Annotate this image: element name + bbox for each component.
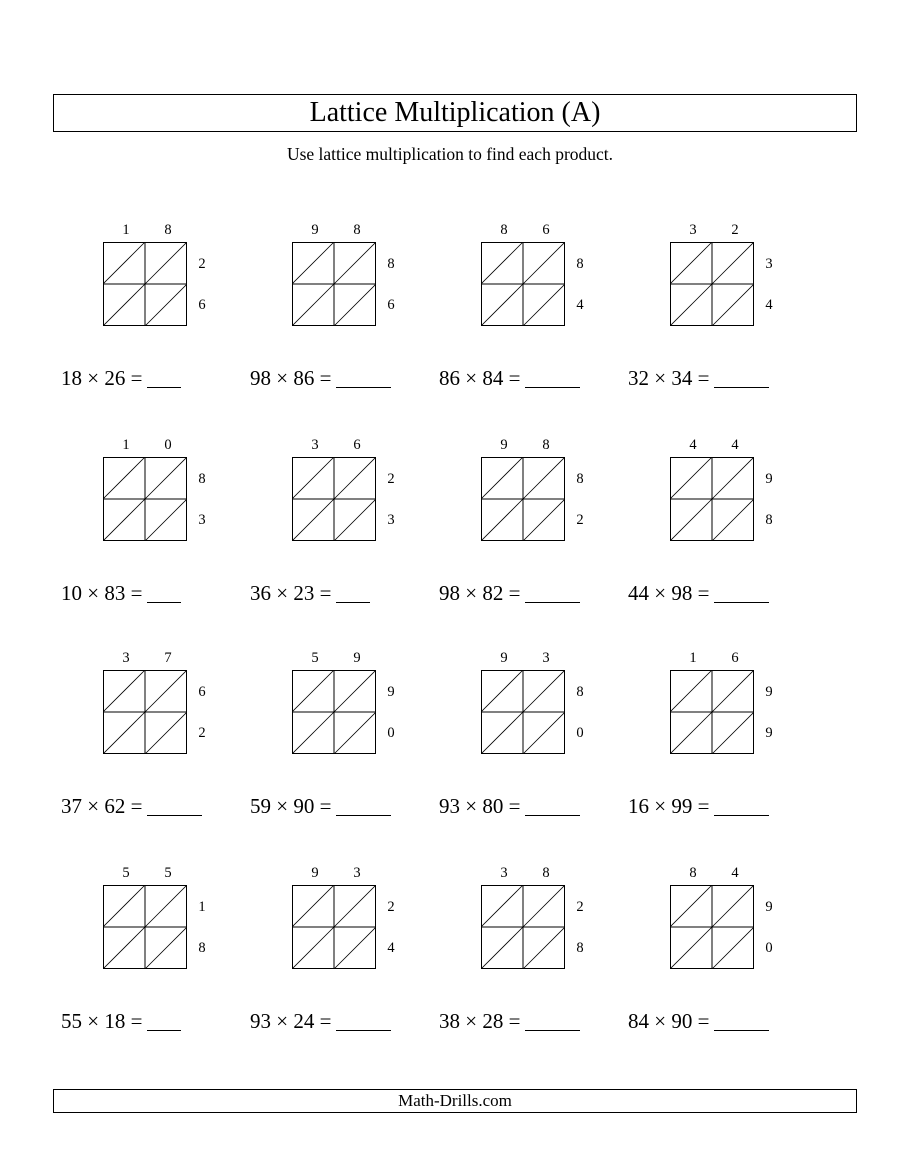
factor-a: 84: [628, 1009, 649, 1033]
lattice-grid: [103, 457, 187, 541]
times-sign: ×: [465, 1009, 478, 1033]
problem: [242, 863, 432, 1073]
top-digit-ones: 0: [164, 437, 172, 453]
side-digit-ones: 2: [198, 725, 206, 741]
equation: [61, 1009, 181, 1034]
side-digit-tens: 1: [198, 899, 206, 915]
factor-a: 98: [250, 366, 271, 390]
answer-blank[interactable]: [525, 386, 580, 388]
equation: [439, 366, 580, 391]
top-digit-ones: 7: [164, 650, 172, 666]
top-digit-tens: 3: [122, 650, 130, 666]
answer-blank[interactable]: [714, 386, 769, 388]
lattice-grid: [670, 670, 754, 754]
answer-blank[interactable]: [714, 1029, 769, 1031]
equation: [61, 366, 181, 391]
side-digit-ones: 8: [198, 940, 206, 956]
top-digit-tens: 1: [122, 437, 130, 453]
side-digit-tens: 9: [765, 899, 773, 915]
equals-sign: =: [508, 366, 521, 390]
lattice-grid: [103, 242, 187, 326]
side-digit-tens: 3: [765, 256, 773, 272]
top-digit-tens: 9: [500, 437, 508, 453]
factor-a: 38: [439, 1009, 460, 1033]
factor-a: 16: [628, 794, 649, 818]
times-sign: ×: [465, 581, 478, 605]
problem: [242, 648, 432, 858]
factor-a: 32: [628, 366, 649, 390]
side-digit-ones: 4: [765, 297, 773, 313]
times-sign: ×: [465, 366, 478, 390]
answer-blank[interactable]: [336, 386, 391, 388]
factor-a: 44: [628, 581, 649, 605]
equation: [61, 581, 181, 606]
top-digit-ones: 3: [542, 650, 550, 666]
answer-blank[interactable]: [147, 814, 202, 816]
answer-blank[interactable]: [147, 1029, 181, 1031]
side-digit-ones: 4: [576, 297, 584, 313]
factor-b: 90: [293, 794, 315, 818]
times-sign: ×: [654, 366, 667, 390]
equals-sign: =: [319, 581, 332, 605]
answer-blank[interactable]: [714, 814, 769, 816]
side-digit-ones: 0: [387, 725, 395, 741]
equation: [439, 1009, 580, 1034]
times-sign: ×: [87, 366, 100, 390]
lattice-grid: [292, 885, 376, 969]
times-sign: ×: [654, 1009, 667, 1033]
times-sign: ×: [276, 366, 289, 390]
equals-sign: =: [697, 794, 710, 818]
lattice-grid: [481, 885, 565, 969]
times-sign: ×: [276, 581, 289, 605]
factor-a: 18: [61, 366, 82, 390]
worksheet-title-box: [53, 94, 857, 132]
factor-b: 86: [293, 366, 315, 390]
equals-sign: =: [697, 581, 710, 605]
problem: [620, 863, 810, 1073]
times-sign: ×: [87, 1009, 100, 1033]
top-digit-tens: 9: [311, 865, 319, 881]
times-sign: ×: [276, 794, 289, 818]
lattice-grid: [481, 670, 565, 754]
equation: [250, 366, 391, 391]
equals-sign: =: [697, 1009, 710, 1033]
top-digit-ones: 2: [731, 222, 739, 238]
lattice-grid: [292, 242, 376, 326]
equation: [628, 366, 769, 391]
side-digit-tens: 8: [387, 256, 395, 272]
side-digit-tens: 8: [576, 684, 584, 700]
side-digit-ones: 8: [576, 940, 584, 956]
answer-blank[interactable]: [525, 1029, 580, 1031]
top-digit-ones: 6: [353, 437, 361, 453]
top-digit-tens: 5: [122, 865, 130, 881]
equals-sign: =: [130, 366, 143, 390]
top-digit-tens: 9: [311, 222, 319, 238]
equals-sign: =: [319, 794, 332, 818]
factor-b: 28: [482, 1009, 504, 1033]
problem: [620, 435, 810, 645]
equation: [439, 581, 580, 606]
answer-blank[interactable]: [714, 601, 769, 603]
factor-a: 98: [439, 581, 460, 605]
side-digit-ones: 3: [387, 512, 395, 528]
factor-a: 59: [250, 794, 271, 818]
side-digit-tens: 2: [387, 471, 395, 487]
side-digit-ones: 2: [576, 512, 584, 528]
equals-sign: =: [130, 581, 143, 605]
lattice-grid: [292, 457, 376, 541]
top-digit-ones: 8: [542, 437, 550, 453]
top-digit-tens: 8: [500, 222, 508, 238]
factor-a: 86: [439, 366, 460, 390]
factor-b: 24: [293, 1009, 315, 1033]
top-digit-tens: 1: [689, 650, 697, 666]
side-digit-tens: 8: [576, 256, 584, 272]
answer-blank[interactable]: [147, 601, 181, 603]
factor-b: 84: [482, 366, 504, 390]
side-digit-tens: 2: [387, 899, 395, 915]
factor-b: 26: [104, 366, 126, 390]
side-digit-ones: 4: [387, 940, 395, 956]
side-digit-ones: 0: [765, 940, 773, 956]
times-sign: ×: [654, 581, 667, 605]
lattice-grid: [103, 670, 187, 754]
lattice-grid: [670, 457, 754, 541]
top-digit-ones: 5: [164, 865, 172, 881]
lattice-grid: [670, 885, 754, 969]
times-sign: ×: [87, 581, 100, 605]
worksheet-title: Lattice Multiplication (A): [309, 97, 601, 128]
times-sign: ×: [465, 794, 478, 818]
equals-sign: =: [130, 1009, 143, 1033]
side-digit-tens: 8: [576, 471, 584, 487]
lattice-grid: [292, 670, 376, 754]
answer-blank[interactable]: [336, 814, 391, 816]
equation: [628, 581, 769, 606]
top-digit-tens: 3: [689, 222, 697, 238]
equals-sign: =: [508, 1009, 521, 1033]
problem: [53, 220, 243, 430]
side-digit-ones: 9: [765, 725, 773, 741]
side-digit-tens: 6: [198, 684, 206, 700]
factor-b: 34: [671, 366, 693, 390]
factor-a: 37: [61, 794, 82, 818]
top-digit-ones: 6: [731, 650, 739, 666]
equals-sign: =: [508, 581, 521, 605]
side-digit-tens: 2: [198, 256, 206, 272]
top-digit-ones: 6: [542, 222, 550, 238]
factor-b: 99: [671, 794, 693, 818]
problem: [431, 220, 621, 430]
factor-b: 98: [671, 581, 693, 605]
answer-blank[interactable]: [525, 814, 580, 816]
answer-blank[interactable]: [147, 386, 181, 388]
problem: [620, 648, 810, 858]
equals-sign: =: [319, 1009, 332, 1033]
footer-text: Math-Drills.com: [398, 1091, 512, 1110]
factor-b: 83: [104, 581, 126, 605]
side-digit-tens: 9: [387, 684, 395, 700]
factor-b: 90: [671, 1009, 693, 1033]
problem: [53, 863, 243, 1073]
equation: [628, 794, 769, 819]
factor-a: 10: [61, 581, 82, 605]
side-digit-ones: 6: [387, 297, 395, 313]
top-digit-tens: 9: [500, 650, 508, 666]
instructions: Use lattice multiplication to find each product.: [286, 144, 614, 164]
equals-sign: =: [697, 366, 710, 390]
factor-a: 55: [61, 1009, 82, 1033]
equation: [628, 1009, 769, 1034]
side-digit-tens: 9: [765, 684, 773, 700]
problem: [431, 435, 621, 645]
side-digit-tens: 9: [765, 471, 773, 487]
factor-a: 93: [250, 1009, 271, 1033]
side-digit-ones: 6: [198, 297, 206, 313]
equation: [250, 1009, 391, 1034]
equation: [61, 794, 202, 819]
equals-sign: =: [130, 794, 143, 818]
times-sign: ×: [276, 1009, 289, 1033]
lattice-grid: [481, 457, 565, 541]
footer-box: [53, 1089, 857, 1113]
top-digit-tens: 4: [689, 437, 697, 453]
top-digit-tens: 8: [689, 865, 697, 881]
answer-blank[interactable]: [336, 601, 370, 603]
lattice-grid: [481, 242, 565, 326]
problem: [620, 220, 810, 430]
side-digit-tens: 2: [576, 899, 584, 915]
equals-sign: =: [319, 366, 332, 390]
side-digit-tens: 8: [198, 471, 206, 487]
problem: [431, 863, 621, 1073]
equals-sign: =: [508, 794, 521, 818]
equation: [439, 794, 580, 819]
problem: [53, 648, 243, 858]
times-sign: ×: [654, 794, 667, 818]
problem: [242, 220, 432, 430]
top-digit-tens: 3: [500, 865, 508, 881]
problem: [53, 435, 243, 645]
factor-b: 23: [293, 581, 315, 605]
lattice-grid: [670, 242, 754, 326]
top-digit-ones: 8: [542, 865, 550, 881]
side-digit-ones: 8: [765, 512, 773, 528]
equation: [250, 581, 370, 606]
top-digit-ones: 9: [353, 650, 361, 666]
side-digit-ones: 3: [198, 512, 206, 528]
problem: [431, 648, 621, 858]
top-digit-tens: 1: [122, 222, 130, 238]
top-digit-tens: 5: [311, 650, 319, 666]
factor-b: 80: [482, 794, 504, 818]
answer-blank[interactable]: [336, 1029, 391, 1031]
factor-b: 62: [104, 794, 126, 818]
top-digit-ones: 4: [731, 437, 739, 453]
equation: [250, 794, 391, 819]
times-sign: ×: [87, 794, 100, 818]
top-digit-ones: 8: [353, 222, 361, 238]
factor-a: 93: [439, 794, 460, 818]
side-digit-ones: 0: [576, 725, 584, 741]
problem: [242, 435, 432, 645]
top-digit-ones: 3: [353, 865, 361, 881]
answer-blank[interactable]: [525, 601, 580, 603]
factor-b: 18: [104, 1009, 126, 1033]
top-digit-tens: 3: [311, 437, 319, 453]
top-digit-ones: 4: [731, 865, 739, 881]
lattice-grid: [103, 885, 187, 969]
top-digit-ones: 8: [164, 222, 172, 238]
factor-a: 36: [250, 581, 271, 605]
factor-b: 82: [482, 581, 504, 605]
